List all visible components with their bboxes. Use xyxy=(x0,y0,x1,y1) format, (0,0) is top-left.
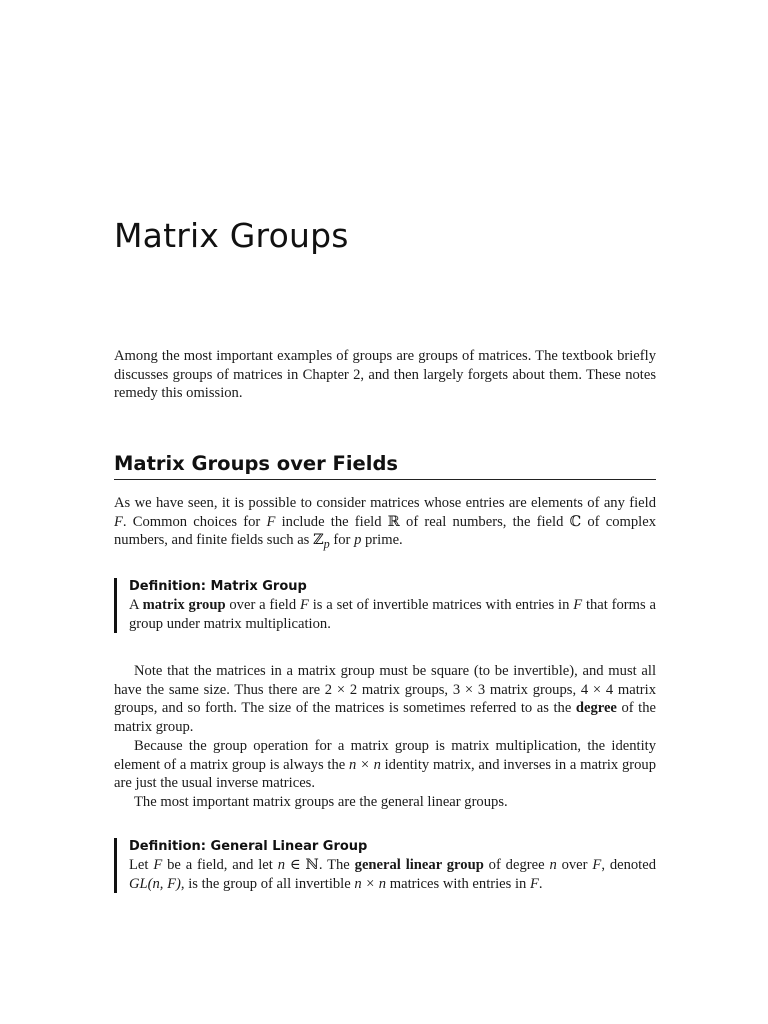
page-title: Matrix Groups xyxy=(114,216,349,255)
section-intro-paragraph: As we have seen, it is possible to consider matrices whose entries are elements of any field F. Common choices for F include the field ℝ of real numbers, the field ℂ of complex numbers, and finite fields such as ℤ$_p$ for p prime. xyxy=(114,495,656,552)
definition-title: Definition: General Linear Group xyxy=(129,839,368,854)
degree-paragraph: Note that the matrices in a matrix group must be square (to be invertible), and must all have the same size. Thus there are 2 × 2 matrix groups, 3 × 3 matrix groups, 4 × 4 matrix groups, and so forth. The size of the matrices is sometimes referred to as the degree of the matrix group. xyxy=(114,663,656,735)
general-linear-intro-paragraph: The most important matrix groups are the general linear groups. xyxy=(134,794,508,810)
definition-body: Let F be a field, and let n ∈ ℕ. The general linear group of degree n over F, denoted GL(n, F), is the group of all invertible n × n matrices with entries in F. xyxy=(129,857,657,892)
intro-paragraph: Among the most important examples of groups are groups of matrices. The textbook briefly discusses groups of matrices in Chapter 2, and then largely forgets about them. These notes remedy this omission. xyxy=(114,348,656,402)
definition-box-general-linear-group xyxy=(114,838,656,893)
definition-title: Definition: Matrix Group xyxy=(129,579,307,594)
identity-paragraph: Because the group operation for a matrix group is matrix multiplication, the identity element of a matrix group is always the n × n identity matrix, and inverses in a matrix group are just the usual inverse matrices. xyxy=(114,738,656,792)
definition-box-matrix-group xyxy=(114,578,656,633)
definition-body: A matrix group over a field F is a set of invertible matrices with entries in F that forms a group under matrix multiplication. xyxy=(129,597,656,632)
section-heading: Matrix Groups over Fields xyxy=(114,452,656,480)
